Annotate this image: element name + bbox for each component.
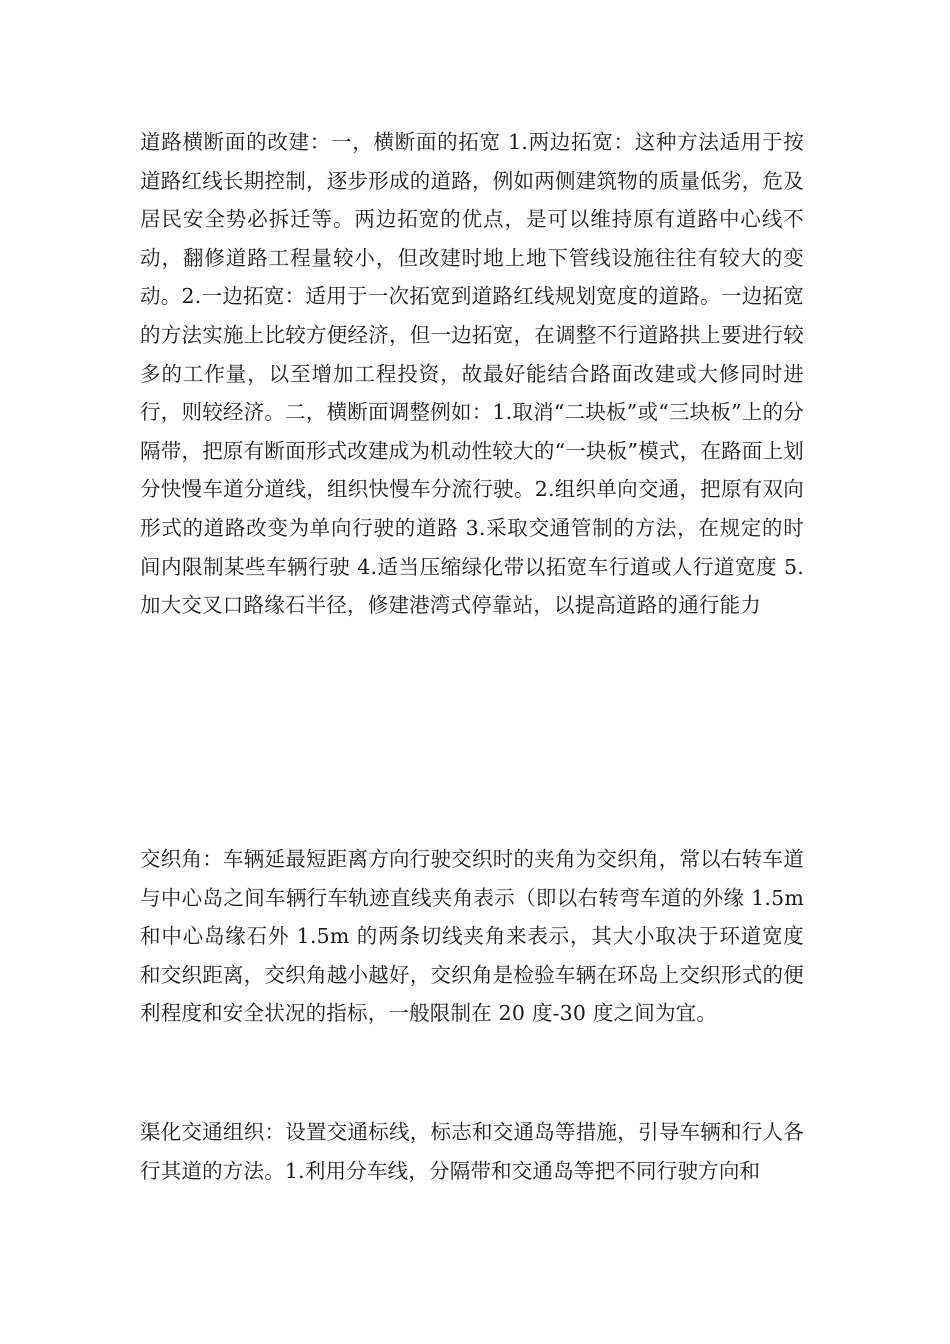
paragraph-weaving-angle: 交织角：车辆延最短距离方向行驶交织时的夹角为交织角，常以右转车道与中心岛之间车辆行车轨迹直线夹角表示（即以右转弯车道的外缘 1.5m 和中心岛缘石外 1.5m 的两条切线夹角来表示，其大小取决于环道宽度和交织距离，交织角越小越好，交织角是检验车辆在环岛上交织形式的便利程度和安全状况的指标，一般限制在 20 度-30 度之间为宜。 bbox=[140, 847, 804, 1026]
paragraph-cross-section-reconstruction: 道路横断面的改建：一，横断面的拓宽 1.两边拓宽：这种方法适用于按道路红线长期控制，逐步形成的道路，例如两侧建筑物的质量低劣，危及居民安全势必拆迁等。两边拓宽的优点，是可以维持原有道路中心线不动，翻修道路工程量较小，但改建时地上地下管线设施往往有较大的变动。2.一边拓宽：适用于一次拓宽到道路红线规划宽度的道路。一边拓宽的方法实施上比较方便经济，但一边拓宽，在调整不行道路拱上要进行较多的工作量，以至增加工程投资，故最好能结合路面改建或大修同时进行，则较经济。二，横断面调整例如：1.取消“二块板”或“三块板”上的分隔带，把原有断面形式改建成为机动性较大的“一块板”模式，在路面上划分快慢车道分道线，组织快慢车分流行驶。2.组织单向交通，把原有双向形式的道路改变为单向行驶的道路 3.采取交通管制的方法，在规定的时间内限制某些车辆行驶 4.适当压缩绿化带以拓宽车行道或人行道宽度 5.加大交叉口路缘石半径，修建港湾式停靠站，以提高道路的通行能力 bbox=[140, 130, 804, 618]
paragraph-channelized-traffic: 渠化交通组织：设置交通标线，标志和交通岛等措施，引导车辆和行人各行其道的方法。1.利用分车线，分隔带和交通岛等把不同行驶方向和 bbox=[140, 1120, 804, 1183]
